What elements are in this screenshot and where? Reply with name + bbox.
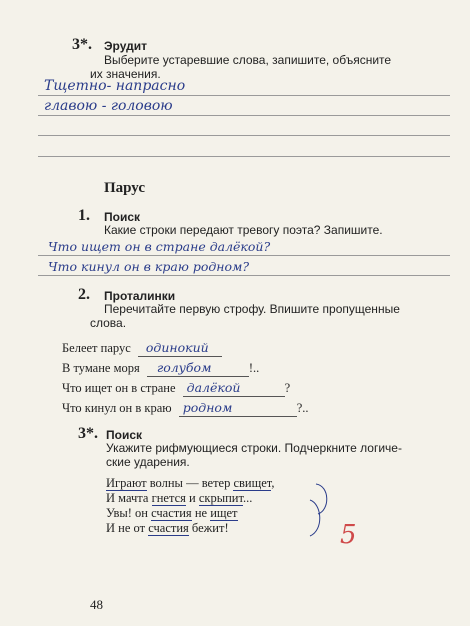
writing-line (38, 275, 450, 276)
fill-blank (138, 340, 222, 357)
writing-line (38, 255, 450, 256)
handwritten-answer: Что кинул он в краю родном? (48, 259, 250, 274)
verse-line-1 (62, 340, 222, 357)
task-number: 3*. (72, 36, 92, 53)
handwritten-answer: родном (182, 400, 233, 415)
stressed-word: ищет (210, 506, 238, 520)
handwritten-answer: главою - головою (44, 98, 173, 114)
task-instruction-cont: слова. (90, 316, 127, 330)
verse-punct: ?.. (296, 401, 309, 415)
verse-text: Что кинул он в краю (62, 401, 172, 415)
grade-mark: 5 (340, 520, 357, 550)
stressed-word: свищет (233, 476, 272, 490)
writing-line (38, 156, 450, 157)
poem-text: И не от (106, 521, 149, 535)
verse-line-2 (62, 360, 259, 377)
writing-line (38, 95, 450, 96)
fill-blank (179, 400, 297, 417)
stressed-word: гнется (151, 491, 186, 505)
task-instruction: Перечитайте первую строфу. Впишите пропущенные (104, 302, 400, 316)
handwritten-answer: Что ищет он в стране далёкой? (48, 239, 271, 254)
poem-line-2: И мачта гнется и скрыпит... (106, 491, 253, 505)
fill-blank (147, 360, 249, 377)
poem-text: бежит! (188, 521, 229, 535)
verse-line-3 (62, 380, 290, 397)
handwritten-answer: голубом (156, 360, 212, 375)
task-instruction: Укажите рифмующиеся строки. Подчеркните логиче- (106, 441, 402, 455)
poem-text: волны — ветер (146, 476, 234, 490)
task-title: Поиск (106, 428, 143, 442)
poem-text: И мачта (106, 491, 152, 505)
handwritten-answer: далёкой (186, 380, 241, 395)
stressed-word: скрыпит (198, 491, 244, 505)
verse-text: В тумане моря (62, 361, 140, 375)
writing-line (38, 135, 450, 136)
verse-text: Белеет парус (62, 341, 131, 355)
rhyme-bracket-even (310, 500, 320, 536)
poem-line-3 (106, 506, 238, 521)
task-number: 1. (78, 207, 90, 224)
poem-line-1: Играют волны — ветер свищет, (106, 476, 275, 490)
task-title: Проталинки (104, 289, 176, 303)
poem-text: и (185, 491, 199, 505)
fill-blank (183, 380, 285, 397)
verse-text: Что ищет он в стране (62, 381, 176, 395)
rhyme-bracket-odd (316, 484, 327, 514)
verse-punct: ? (284, 381, 291, 395)
stressed-word: счастия (148, 521, 189, 535)
poem-line-4 (106, 521, 229, 536)
stressed-word: счастия (151, 506, 192, 520)
task-title: Эрудит (104, 39, 147, 53)
handwritten-answer: одинокий (145, 340, 209, 355)
writing-line (38, 115, 450, 116)
task-instruction: Выберите устаревшие слова, запишите, объясните (104, 53, 392, 67)
task-instruction: Какие строки передают тревогу поэта? Запишите. (104, 223, 383, 237)
task-number: 3*. (78, 425, 98, 442)
poem-text: не (191, 506, 211, 520)
poem-text: Увы! он (106, 506, 152, 520)
page-number: 48 (90, 597, 103, 612)
section-title: Парус (104, 180, 146, 196)
stressed-word: Играют (106, 476, 147, 490)
task-instruction-cont: их значения. (90, 67, 161, 81)
task-title: Поиск (104, 210, 141, 224)
task-number: 2. (78, 286, 90, 303)
handwritten-answer: Тщетно- напрасно (44, 78, 186, 94)
verse-punct: !.. (248, 361, 260, 375)
verse-line-4 (62, 400, 309, 417)
task-instruction-cont: ские ударения. (106, 455, 190, 469)
